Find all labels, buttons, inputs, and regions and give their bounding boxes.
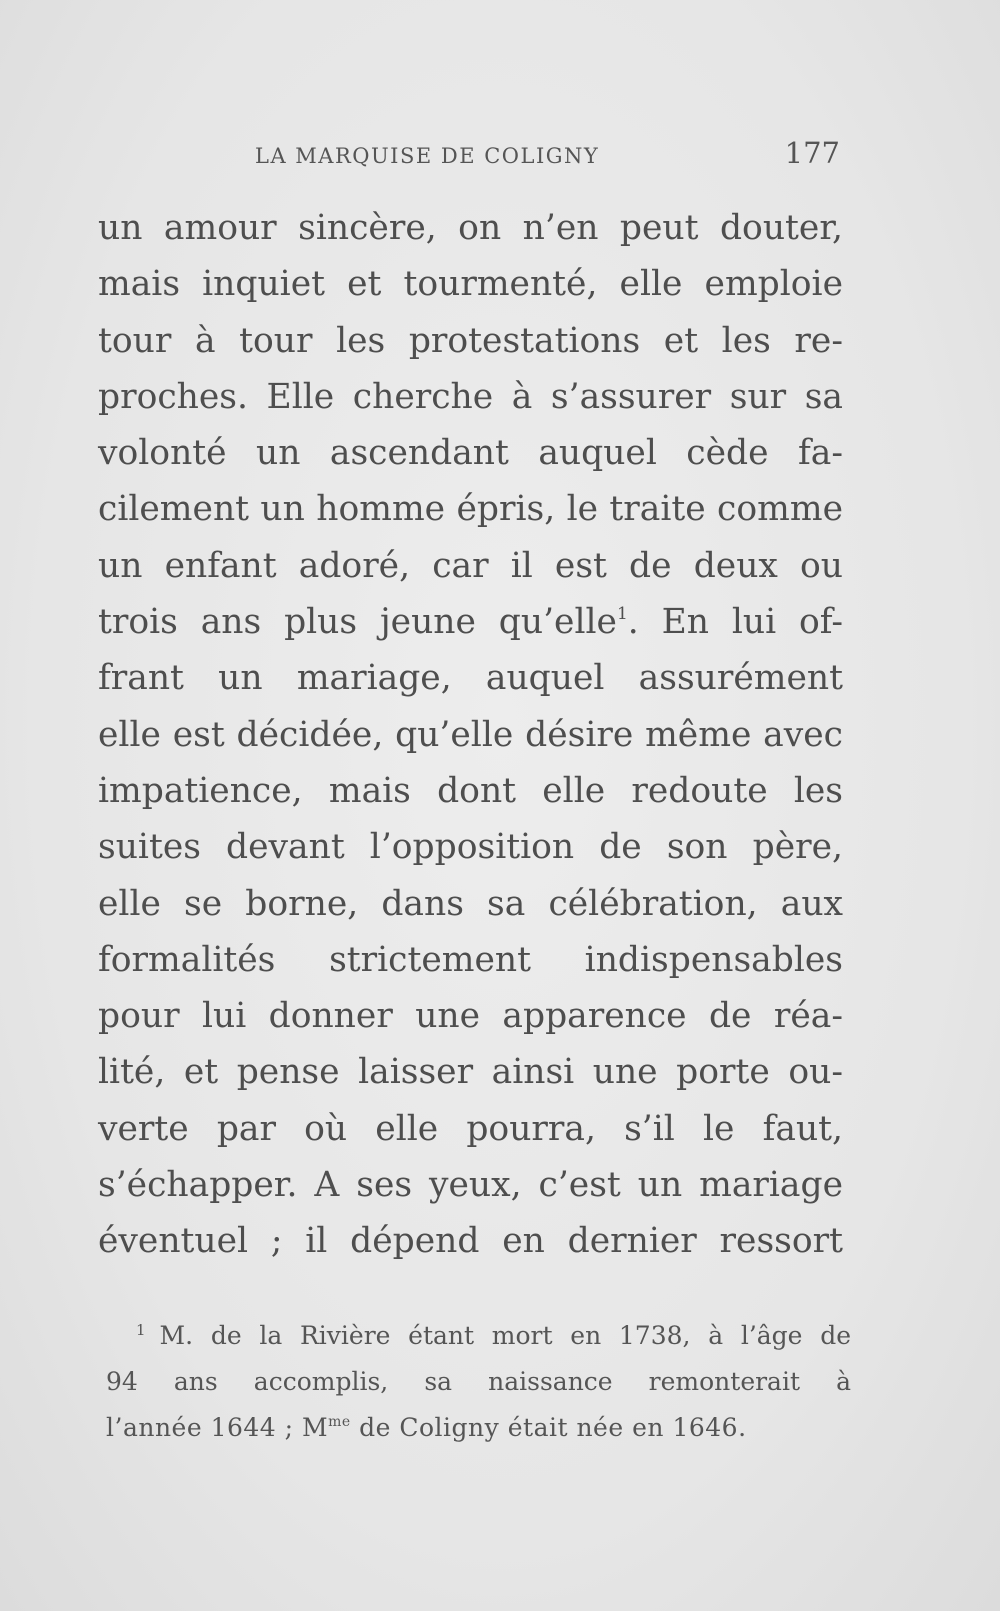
footnote-text: l’année 1644 ; M <box>106 1413 329 1442</box>
text-segment: . En lui of- <box>627 602 843 643</box>
text-line: s’échapper. A ses yeux, c’est un mariage <box>98 1165 843 1206</box>
footnote <box>106 1313 851 1451</box>
footnote-line <box>106 1313 851 1359</box>
text-segment: trois ans plus jeune qu’elle <box>98 602 617 643</box>
text-line: mais inquiet et tourmenté, elle emploie <box>98 264 843 305</box>
footnote-text: de Coligny était née en 1646. <box>350 1413 747 1442</box>
text-line: elle se borne, dans sa célébration, aux <box>98 883 843 924</box>
text-line: suites devant l’opposition de son père, <box>98 827 843 868</box>
superscript: me <box>328 1414 351 1430</box>
text-line: proches. Elle cherche à s’assurer sur sa <box>98 376 843 417</box>
footnote-reference: 1 <box>616 604 628 625</box>
text-line: cilement un homme épris, le traite comme <box>98 489 843 530</box>
footnote-line: 94 ans accomplis, sa naissance remonterait à <box>106 1367 851 1396</box>
text-line: lité, et pense laisser ainsi une porte ou- <box>98 1052 843 1093</box>
text-line-with-note <box>98 594 843 650</box>
text-line: éventuel ; il dépend en dernier ressort <box>98 1221 843 1262</box>
text-line: impatience, mais dont elle redoute les <box>98 770 843 811</box>
text-line: un amour sincère, on n’en peut douter, <box>98 208 843 248</box>
footnote-text: M. de la Rivière étant mort en 1738, à l’âge de <box>159 1321 851 1350</box>
text-line: tour à tour les protestations et les re- <box>98 320 843 361</box>
text-line: frant un mariage, auquel assurément <box>98 658 843 699</box>
text-line: un enfant adoré, car il est de deux ou <box>98 545 843 586</box>
text-line: volonté un ascendant auquel cède fa- <box>98 433 843 474</box>
text-line: elle est décidée, qu’elle désire même avec <box>98 714 843 755</box>
running-title: LA MARQUISE DE COLIGNY <box>255 144 600 168</box>
footnote-line <box>106 1405 851 1451</box>
text-line: formalités strictement indispensables <box>98 939 843 980</box>
body-text <box>98 200 843 1270</box>
page-number: 177 <box>784 136 840 170</box>
running-head <box>255 136 840 176</box>
text-line: pour lui donner une apparence de réa- <box>98 996 843 1037</box>
footnote-marker: 1 <box>136 1321 146 1339</box>
text-line: verte par où elle pourra, s’il le faut, <box>98 1108 843 1149</box>
